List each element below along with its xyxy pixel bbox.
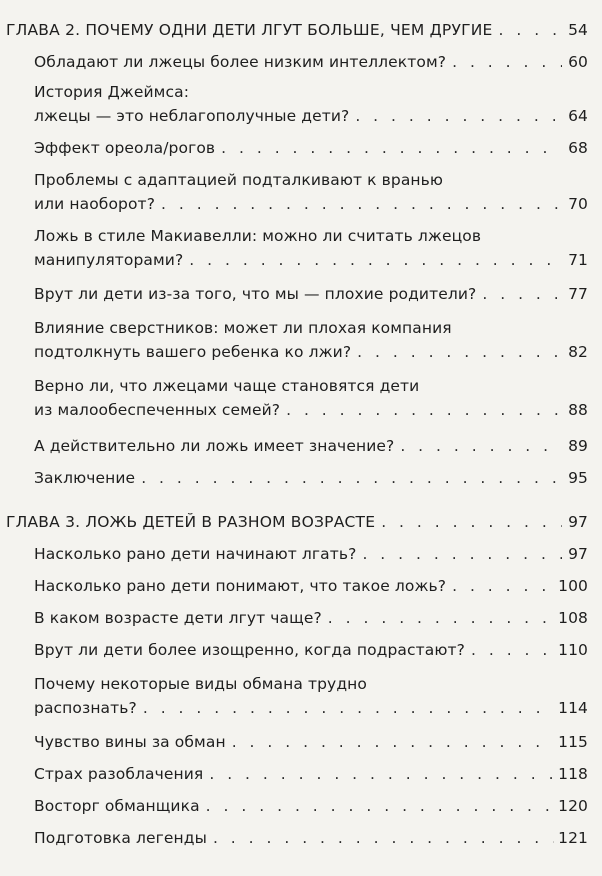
toc-entry[interactable] [34, 434, 588, 458]
entry-title-line: Почему некоторые виды обмана трудно [34, 675, 367, 693]
leader-dots [209, 762, 554, 786]
toc-entry[interactable] [34, 672, 588, 720]
leader-dots [221, 136, 562, 160]
toc-entry[interactable] [34, 282, 588, 306]
page-number: 70 [568, 195, 588, 213]
toc-chapter-3[interactable] [6, 510, 588, 534]
entry-title-line: Влияние сверстников: может ли плохая компания [34, 319, 452, 337]
leader-dots [381, 510, 562, 534]
toc-entry[interactable] [34, 374, 588, 422]
chapter-title: ГЛАВА 3. ЛОЖЬ ДЕТЕЙ В РАЗНОМ ВОЗРАСТЕ [6, 513, 376, 531]
leader-dots [189, 248, 562, 272]
page-number: 110 [558, 641, 588, 659]
leader-dots [400, 434, 562, 458]
toc-entry[interactable] [34, 606, 588, 630]
entry-title: Обладают ли лжецы более низким интеллектом? [34, 53, 447, 71]
page-number: 88 [568, 401, 588, 419]
entry-title: Врут ли дети более изощренно, когда подрастают? [34, 641, 465, 659]
entry-title-line: из малообеспеченных семей? [34, 401, 281, 419]
leader-dots [232, 730, 554, 754]
leader-dots [286, 398, 562, 422]
leader-dots [471, 638, 554, 662]
toc-entry[interactable] [34, 466, 588, 490]
toc-entry[interactable] [34, 794, 588, 818]
entry-title-line: распознать? [34, 699, 137, 717]
entry-title: Эффект ореола/рогов [34, 139, 216, 157]
page-number: 82 [568, 343, 588, 361]
leader-dots [452, 50, 562, 74]
toc-entry[interactable] [34, 542, 588, 566]
toc-entry[interactable] [34, 574, 588, 598]
toc-entry[interactable] [34, 762, 588, 786]
toc-entry[interactable] [34, 826, 588, 850]
chapter-title: ГЛАВА 2. ПОЧЕМУ ОДНИ ДЕТИ ЛГУТ БОЛЬШЕ, ЧЕМ ДРУГИЕ [6, 21, 493, 39]
entry-title-line: или наоборот? [34, 195, 156, 213]
toc-entry[interactable] [34, 136, 588, 160]
page-number: 54 [568, 21, 588, 39]
entry-title-line: подтолкнуть вашего ребенка ко лжи? [34, 343, 352, 361]
page-number: 77 [568, 285, 588, 303]
toc-entry[interactable] [34, 50, 588, 74]
page-number: 64 [568, 107, 588, 125]
page-number: 118 [558, 765, 588, 783]
toc-entry[interactable] [34, 316, 588, 364]
page-number: 60 [568, 53, 588, 71]
page-number: 114 [558, 699, 588, 717]
leader-dots [482, 282, 562, 306]
leader-dots [499, 18, 562, 42]
toc-entry[interactable] [34, 168, 588, 216]
entry-title: Заключение [34, 469, 136, 487]
page-number: 121 [558, 829, 588, 847]
leader-dots [355, 104, 562, 128]
entry-title-line: Ложь в стиле Макиавелли: можно ли считать лжецов [34, 227, 482, 245]
page-number: 68 [568, 139, 588, 157]
page-number: 89 [568, 437, 588, 455]
entry-title-line: Верно ли, что лжецами чаще становятся дети [34, 377, 420, 395]
page-number: 97 [568, 545, 588, 563]
entry-title: Насколько рано дети понимают, что такое ложь? [34, 577, 447, 595]
entry-title-line: манипуляторами? [34, 251, 184, 269]
toc-entry[interactable] [34, 80, 588, 128]
leader-dots [143, 696, 554, 720]
entry-title: Насколько рано дети начинают лгать? [34, 545, 357, 563]
entry-title-line: лжецы — это неблагополучные дети? [34, 107, 350, 125]
entry-title: А действительно ли ложь имеет значение? [34, 437, 395, 455]
page-number: 100 [558, 577, 588, 595]
entry-title: В каком возрасте дети лгут чаще? [34, 609, 322, 627]
entry-title: Врут ли дети из-за того, что мы — плохие родители? [34, 285, 477, 303]
leader-dots [213, 826, 554, 850]
entry-title: Восторг обманщика [34, 797, 200, 815]
page-number: 97 [568, 513, 588, 531]
page-number: 95 [568, 469, 588, 487]
toc-entry[interactable] [34, 638, 588, 662]
entry-title-line: Проблемы с адаптацией подталкивают к вранью [34, 171, 444, 189]
page-number: 120 [558, 797, 588, 815]
entry-title: Страх разоблачения [34, 765, 204, 783]
entry-title-line: История Джеймса: [34, 83, 190, 101]
leader-dots [328, 606, 554, 630]
leader-dots [362, 542, 562, 566]
entry-title: Чувство вины за обман [34, 733, 226, 751]
page-number: 115 [558, 733, 588, 751]
toc-entry[interactable] [34, 224, 588, 272]
leader-dots [357, 340, 562, 364]
leader-dots [161, 192, 562, 216]
leader-dots [452, 574, 554, 598]
leader-dots [141, 466, 562, 490]
entry-title: Подготовка легенды [34, 829, 207, 847]
toc-entry[interactable] [34, 730, 588, 754]
toc-chapter-2[interactable] [6, 18, 588, 42]
page-number: 71 [568, 251, 588, 269]
leader-dots [206, 794, 554, 818]
page-number: 108 [558, 609, 588, 627]
